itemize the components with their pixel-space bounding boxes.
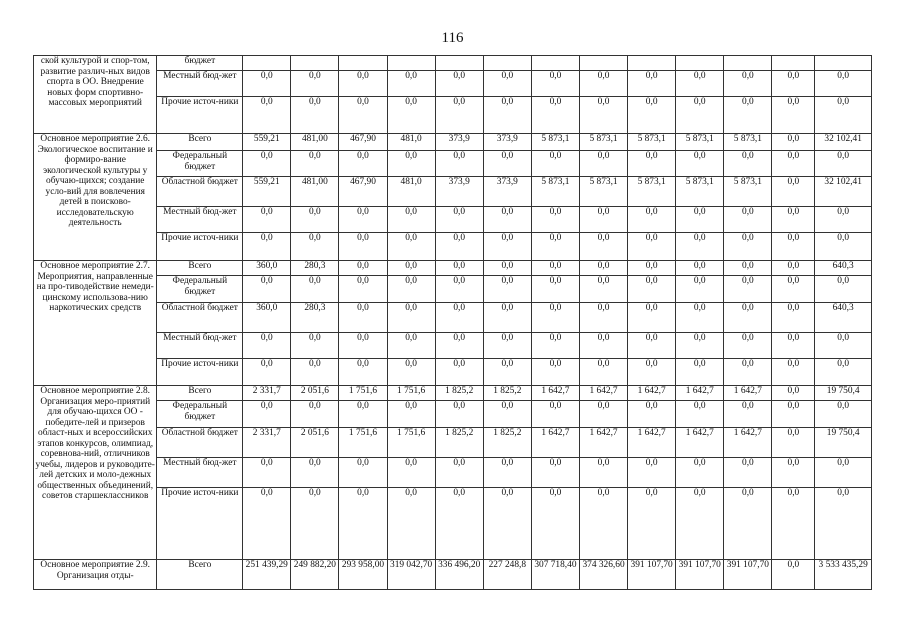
amount-cell [628,56,676,71]
amount-cell: 0,0 [676,276,724,303]
funding-source: Областной бюджет [157,428,243,458]
amount-cell: 0,0 [291,97,339,134]
amount-cell: 0,0 [339,97,387,134]
amount-cell: 0,0 [483,97,531,134]
amount-cell: 0,0 [724,233,772,261]
amount-cell: 0,0 [243,333,291,359]
amount-cell [483,56,531,71]
amount-cell [387,56,435,71]
amount-cell: 0,0 [387,276,435,303]
amount-cell: 0,0 [628,488,676,560]
amount-cell: 0,0 [579,261,627,276]
amount-cell: 0,0 [579,276,627,303]
table-row [34,261,872,276]
amount-cell: 0,0 [243,276,291,303]
amount-cell: 5 873,1 [676,177,724,207]
amount-cell: 0,0 [243,233,291,261]
amount-cell: 373,9 [483,134,531,151]
funding-source: Областной бюджет [157,303,243,333]
measure-description: Основное мероприятие 2.6. Экологическое воспитание и формиро-вание экологической культуры у обучаю-щихся; создание усло-вий для вовлечения детей в поисково-исследовательскую деятельность [34,134,157,261]
amount-cell: 391 107,70 [724,560,772,590]
amount-cell: 5 873,1 [531,134,579,151]
amount-cell: 0,0 [435,71,483,97]
amount-cell: 640,3 [815,303,872,333]
table-row [34,386,872,401]
amount-cell: 0,0 [339,303,387,333]
amount-cell: 5 873,1 [628,177,676,207]
amount-cell: 0,0 [724,333,772,359]
amount-cell: 0,0 [531,276,579,303]
amount-cell: 0,0 [435,359,483,386]
amount-cell: 293 958,00 [339,560,387,590]
amount-cell: 0,0 [676,488,724,560]
amount-cell: 0,0 [772,71,815,97]
amount-cell: 1 642,7 [676,386,724,401]
amount-cell [579,56,627,71]
amount-cell: 0,0 [339,276,387,303]
amount-cell: 0,0 [628,97,676,134]
funding-source: Местный бюд-жет [157,71,243,97]
measure-description: ской культурой и спор-том, развитие различ-ных видов спорта в ОО. Внедрение новых форм спортивно-массовых мероприятий [34,56,157,134]
amount-cell: 19 750,4 [815,386,872,401]
amount-cell: 1 642,7 [579,386,627,401]
amount-cell: 481,00 [291,134,339,151]
amount-cell: 0,0 [387,207,435,233]
amount-cell: 640,3 [815,261,872,276]
amount-cell: 0,0 [815,151,872,177]
amount-cell [339,56,387,71]
amount-cell: 0,0 [531,207,579,233]
amount-cell: 0,0 [291,276,339,303]
amount-cell: 0,0 [435,233,483,261]
amount-cell: 467,90 [339,134,387,151]
amount-cell: 1 825,2 [483,428,531,458]
amount-cell: 19 750,4 [815,428,872,458]
amount-cell: 1 825,2 [435,428,483,458]
amount-cell: 0,0 [483,359,531,386]
amount-cell [772,56,815,71]
amount-cell: 0,0 [676,333,724,359]
amount-cell: 0,0 [339,151,387,177]
table-row [34,207,872,233]
amount-cell: 2 051,6 [291,428,339,458]
amount-cell: 0,0 [772,97,815,134]
amount-cell: 0,0 [772,233,815,261]
funding-source: Всего [157,134,243,151]
funding-source: Областной бюджет [157,177,243,207]
amount-cell: 0,0 [815,333,872,359]
amount-cell: 0,0 [772,177,815,207]
amount-cell: 0,0 [291,233,339,261]
amount-cell: 0,0 [815,207,872,233]
amount-cell: 373,9 [435,134,483,151]
amount-cell: 360,0 [243,261,291,276]
amount-cell: 0,0 [628,303,676,333]
amount-cell: 467,90 [339,177,387,207]
funding-source: бюджет [157,56,243,71]
funding-source: Местный бюд-жет [157,458,243,488]
amount-cell: 0,0 [676,71,724,97]
amount-cell: 1 642,7 [724,386,772,401]
amount-cell: 0,0 [531,151,579,177]
amount-cell: 0,0 [387,333,435,359]
amount-cell: 0,0 [724,207,772,233]
table-row [34,333,872,359]
funding-source: Местный бюд-жет [157,333,243,359]
amount-cell: 559,21 [243,134,291,151]
amount-cell: 0,0 [628,458,676,488]
amount-cell: 0,0 [724,71,772,97]
amount-cell: 0,0 [815,97,872,134]
amount-cell: 0,0 [387,233,435,261]
table-row [34,134,872,151]
amount-cell: 0,0 [387,401,435,428]
amount-cell: 0,0 [579,71,627,97]
amount-cell: 0,0 [815,233,872,261]
amount-cell: 32 102,41 [815,177,872,207]
amount-cell: 1 751,6 [339,386,387,401]
amount-cell: 0,0 [435,488,483,560]
funding-source: Прочие источ-ники [157,97,243,134]
table-row [34,56,872,71]
amount-cell: 5 873,1 [531,177,579,207]
amount-cell: 5 873,1 [628,134,676,151]
amount-cell: 0,0 [483,458,531,488]
amount-cell: 0,0 [339,261,387,276]
amount-cell: 0,0 [243,359,291,386]
amount-cell: 319 042,70 [387,560,435,590]
amount-cell: 1 642,7 [676,428,724,458]
amount-cell: 5 873,1 [724,134,772,151]
amount-cell: 0,0 [387,97,435,134]
amount-cell: 0,0 [772,359,815,386]
amount-cell: 0,0 [291,333,339,359]
amount-cell: 0,0 [579,151,627,177]
table-row [34,488,872,560]
amount-cell: 0,0 [243,151,291,177]
amount-cell: 0,0 [724,359,772,386]
amount-cell: 0,0 [772,458,815,488]
amount-cell: 0,0 [291,359,339,386]
amount-cell: 0,0 [579,458,627,488]
amount-cell: 0,0 [387,488,435,560]
amount-cell: 1 642,7 [531,428,579,458]
funding-source: Местный бюд-жет [157,207,243,233]
amount-cell: 0,0 [579,488,627,560]
funding-source: Федеральный бюджет [157,151,243,177]
amount-cell: 0,0 [531,233,579,261]
table-row [34,177,872,207]
amount-cell: 1 642,7 [628,386,676,401]
funding-source: Федеральный бюджет [157,401,243,428]
amount-cell: 227 248,8 [483,560,531,590]
amount-cell: 0,0 [676,303,724,333]
amount-cell: 0,0 [483,401,531,428]
amount-cell: 0,0 [579,303,627,333]
amount-cell: 0,0 [579,359,627,386]
amount-cell: 5 873,1 [676,134,724,151]
amount-cell: 0,0 [291,458,339,488]
amount-cell: 373,9 [435,177,483,207]
amount-cell: 0,0 [676,359,724,386]
amount-cell: 1 642,7 [724,428,772,458]
table-row [34,303,872,333]
amount-cell: 0,0 [483,151,531,177]
amount-cell: 0,0 [772,428,815,458]
amount-cell: 0,0 [435,401,483,428]
amount-cell: 0,0 [483,333,531,359]
amount-cell: 0,0 [483,276,531,303]
table-row [34,233,872,261]
amount-cell: 0,0 [291,401,339,428]
amount-cell: 0,0 [435,207,483,233]
funding-source: Федеральный бюджет [157,276,243,303]
funding-source: Всего [157,386,243,401]
table-row [34,71,872,97]
amount-cell: 0,0 [435,261,483,276]
amount-cell: 0,0 [772,488,815,560]
amount-cell: 0,0 [815,488,872,560]
table-row [34,401,872,428]
funding-source: Прочие источ-ники [157,488,243,560]
amount-cell: 0,0 [435,151,483,177]
amount-cell: 0,0 [815,71,872,97]
amount-cell: 0,0 [435,458,483,488]
amount-cell: 360,0 [243,303,291,333]
amount-cell: 0,0 [435,97,483,134]
amount-cell: 1 751,6 [387,386,435,401]
table-row [34,97,872,134]
amount-cell: 2 051,6 [291,386,339,401]
amount-cell: 0,0 [531,303,579,333]
table-row [34,560,872,590]
amount-cell [291,56,339,71]
amount-cell: 0,0 [676,401,724,428]
amount-cell: 2 331,7 [243,428,291,458]
amount-cell: 0,0 [291,71,339,97]
amount-cell: 0,0 [387,458,435,488]
amount-cell: 0,0 [772,401,815,428]
amount-cell: 0,0 [291,488,339,560]
amount-cell: 0,0 [483,71,531,97]
amount-cell: 0,0 [772,333,815,359]
amount-cell: 0,0 [724,303,772,333]
amount-cell: 0,0 [676,261,724,276]
amount-cell: 1 751,6 [387,428,435,458]
amount-cell: 0,0 [435,303,483,333]
amount-cell: 0,0 [483,303,531,333]
amount-cell: 0,0 [531,488,579,560]
amount-cell: 251 439,29 [243,560,291,590]
amount-cell: 0,0 [531,458,579,488]
amount-cell: 0,0 [435,276,483,303]
table-row [34,458,872,488]
page-number: 116 [441,30,464,46]
amount-cell: 0,0 [676,151,724,177]
amount-cell: 0,0 [243,97,291,134]
amount-cell: 0,0 [772,560,815,590]
amount-cell [724,56,772,71]
amount-cell: 0,0 [531,71,579,97]
table-row [34,151,872,177]
amount-cell: 32 102,41 [815,134,872,151]
amount-cell: 0,0 [579,97,627,134]
amount-cell: 0,0 [387,71,435,97]
amount-cell: 0,0 [483,233,531,261]
amount-cell [435,56,483,71]
amount-cell: 0,0 [339,359,387,386]
amount-cell: 0,0 [724,276,772,303]
amount-cell: 559,21 [243,177,291,207]
amount-cell: 0,0 [815,401,872,428]
amount-cell: 0,0 [339,333,387,359]
amount-cell: 0,0 [676,458,724,488]
amount-cell: 0,0 [387,261,435,276]
amount-cell: 249 882,20 [291,560,339,590]
amount-cell: 0,0 [724,401,772,428]
funding-source: Прочие источ-ники [157,233,243,261]
amount-cell: 0,0 [724,151,772,177]
amount-cell: 0,0 [724,261,772,276]
amount-cell: 0,0 [579,333,627,359]
amount-cell: 0,0 [579,233,627,261]
amount-cell: 0,0 [724,97,772,134]
amount-cell: 0,0 [387,151,435,177]
amount-cell: 0,0 [772,151,815,177]
amount-cell: 0,0 [579,401,627,428]
amount-cell: 5 873,1 [579,134,627,151]
amount-cell: 0,0 [531,97,579,134]
amount-cell: 0,0 [628,233,676,261]
amount-cell: 1 642,7 [531,386,579,401]
amount-cell: 280,3 [291,261,339,276]
amount-cell: 0,0 [772,276,815,303]
budget-table [33,55,872,590]
amount-cell: 0,0 [291,207,339,233]
amount-cell: 0,0 [772,207,815,233]
amount-cell: 336 496,20 [435,560,483,590]
amount-cell: 0,0 [628,151,676,177]
table-row [34,428,872,458]
amount-cell: 0,0 [243,401,291,428]
amount-cell: 0,0 [772,303,815,333]
amount-cell: 0,0 [483,207,531,233]
amount-cell: 0,0 [387,359,435,386]
amount-cell: 0,0 [243,71,291,97]
funding-source: Прочие источ-ники [157,359,243,386]
amount-cell: 481,00 [291,177,339,207]
amount-cell: 0,0 [628,401,676,428]
amount-cell: 0,0 [676,207,724,233]
amount-cell: 374 326,60 [579,560,627,590]
amount-cell: 481,0 [387,177,435,207]
amount-cell: 0,0 [291,151,339,177]
amount-cell: 0,0 [815,276,872,303]
measure-description: Основное мероприятие 2.9. Организация отды- [34,560,157,590]
amount-cell: 0,0 [435,333,483,359]
amount-cell [243,56,291,71]
amount-cell: 0,0 [724,488,772,560]
amount-cell: 0,0 [628,359,676,386]
amount-cell: 1 825,2 [483,386,531,401]
amount-cell [531,56,579,71]
amount-cell: 0,0 [243,488,291,560]
amount-cell: 0,0 [339,71,387,97]
amount-cell: 0,0 [243,207,291,233]
measure-description: Основное мероприятие 2.8. Организация меро-приятий для обучаю-щихся ОО - победите-лей и призеров област-ных и всероссийских этапов конкурсов, олимпиад, соревнова-ний, отличников учебы, лидеров и руководите-лей детских и моло-дежных общественных объединений, советов старшеклассников [34,386,157,560]
amount-cell: 391 107,70 [628,560,676,590]
amount-cell: 307 718,40 [531,560,579,590]
amount-cell: 0,0 [772,134,815,151]
amount-cell: 0,0 [339,488,387,560]
amount-cell: 0,0 [483,261,531,276]
amount-cell: 0,0 [579,207,627,233]
amount-cell: 0,0 [531,333,579,359]
amount-cell: 2 331,7 [243,386,291,401]
amount-cell: 0,0 [628,71,676,97]
amount-cell: 0,0 [724,458,772,488]
table-row [34,359,872,386]
amount-cell: 0,0 [628,333,676,359]
amount-cell: 0,0 [339,207,387,233]
amount-cell: 0,0 [628,207,676,233]
amount-cell: 1 751,6 [339,428,387,458]
measure-description: Основное мероприятие 2.7. Мероприятия, направленные на про-тиводействие немеди-цинскому использова-нию наркотических средств [34,261,157,386]
amount-cell: 0,0 [339,233,387,261]
amount-cell: 373,9 [483,177,531,207]
amount-cell: 1 642,7 [579,428,627,458]
amount-cell: 1 825,2 [435,386,483,401]
amount-cell: 0,0 [243,458,291,488]
amount-cell: 5 873,1 [579,177,627,207]
amount-cell: 0,0 [531,401,579,428]
amount-cell: 0,0 [628,261,676,276]
amount-cell: 0,0 [483,488,531,560]
amount-cell: 0,0 [387,303,435,333]
amount-cell: 0,0 [772,386,815,401]
funding-source: Всего [157,560,243,590]
amount-cell: 3 533 435,29 [815,560,872,590]
amount-cell: 0,0 [676,97,724,134]
amount-cell: 0,0 [628,276,676,303]
table-row [34,276,872,303]
amount-cell: 280,3 [291,303,339,333]
amount-cell: 0,0 [772,261,815,276]
amount-cell: 391 107,70 [676,560,724,590]
budget-table-body [34,56,872,590]
amount-cell: 0,0 [815,359,872,386]
amount-cell: 1 642,7 [628,428,676,458]
amount-cell [676,56,724,71]
amount-cell: 0,0 [339,458,387,488]
amount-cell: 5 873,1 [724,177,772,207]
amount-cell: 0,0 [676,233,724,261]
amount-cell [815,56,872,71]
amount-cell: 0,0 [531,261,579,276]
amount-cell: 0,0 [531,359,579,386]
funding-source: Всего [157,261,243,276]
amount-cell: 481,0 [387,134,435,151]
amount-cell: 0,0 [339,401,387,428]
amount-cell: 0,0 [815,458,872,488]
